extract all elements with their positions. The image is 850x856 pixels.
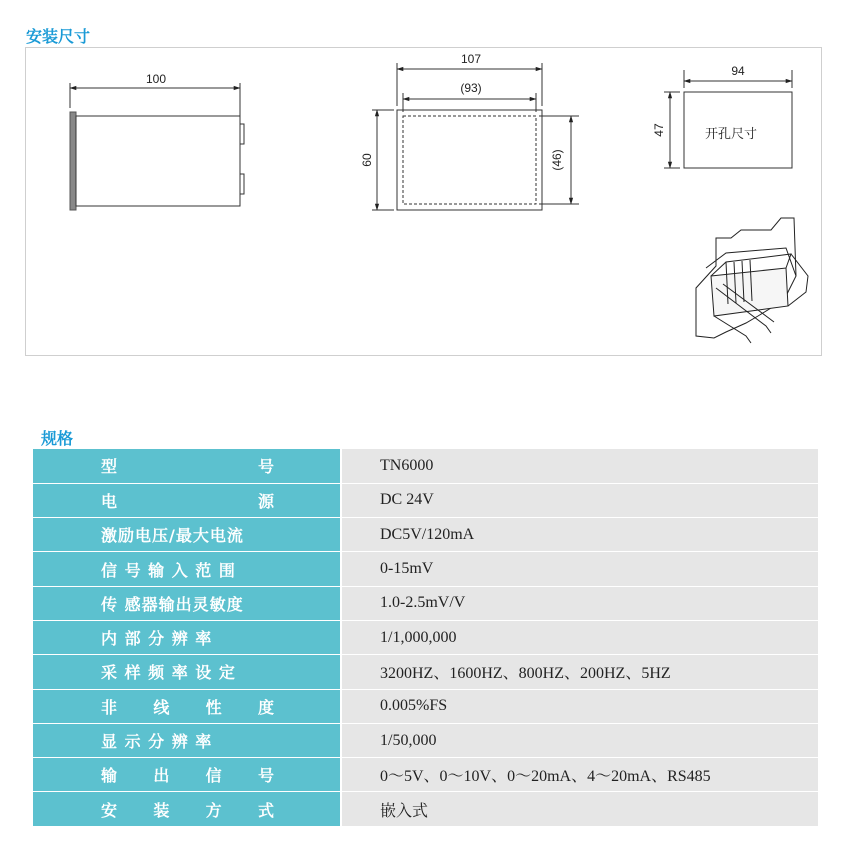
spec-value: 3200HZ、1600HZ、800HZ、200HZ、5HZ xyxy=(341,655,818,689)
side-view-drawing xyxy=(70,83,244,210)
spec-label-char: 非 xyxy=(101,697,118,717)
spec-label-cell xyxy=(33,689,341,723)
front-inner-height-label: (46) xyxy=(550,149,564,171)
spec-label-char: 性 xyxy=(205,697,222,717)
spec-label-cell xyxy=(33,792,341,826)
spec-value: 0-15mV xyxy=(341,552,818,586)
spec-label-char: 度 xyxy=(257,697,274,717)
table-row xyxy=(33,758,818,792)
install-drawing-panel xyxy=(25,47,822,356)
table-row xyxy=(33,792,818,826)
table-row xyxy=(33,723,818,757)
spec-label-char: 输 xyxy=(101,766,118,786)
spec-value: 1/1,000,000 xyxy=(341,620,818,654)
spec-label-cell xyxy=(33,655,341,689)
spec-label: 显 示 分 辨 率 xyxy=(101,732,213,752)
table-row xyxy=(33,483,818,517)
spec-value: 1/50,000 xyxy=(341,723,818,757)
table-row xyxy=(33,518,818,552)
spec-label: 激励电压/最大电流 xyxy=(101,526,244,546)
spec-label-char: 型 xyxy=(101,457,118,477)
spec-label xyxy=(101,695,274,718)
table-row xyxy=(33,586,818,620)
spec-label-cell xyxy=(33,449,341,483)
spec-label-char: 电 xyxy=(101,491,118,511)
cutout-drawing xyxy=(664,70,792,168)
spec-label-cell xyxy=(33,620,341,654)
spec-label-cell xyxy=(33,586,341,620)
spec-value: 0～5V、0～10V、0～20mA、4～20mA、RS485 xyxy=(341,758,818,792)
panel-mount-sketch xyxy=(696,218,808,343)
spec-label-cell xyxy=(33,723,341,757)
spec-value: TN6000 xyxy=(341,449,818,483)
table-row xyxy=(33,620,818,654)
spec-label xyxy=(101,489,274,512)
spec-label: 传 感器输出灵敏度 xyxy=(101,594,244,614)
spec-label-char: 式 xyxy=(257,800,274,820)
side-width-label: 100 xyxy=(145,72,167,86)
spec-label-char: 安 xyxy=(101,800,118,820)
spec-table xyxy=(33,449,818,827)
spec-label-char: 号 xyxy=(257,457,274,477)
spec-label-char: 线 xyxy=(153,697,170,717)
spec-label-cell xyxy=(33,552,341,586)
spec-label-char: 号 xyxy=(257,766,274,786)
spec-label: 采 样 频 率 设 定 xyxy=(101,663,236,683)
spec-value: 0.005%FS xyxy=(341,689,818,723)
spec-label xyxy=(101,763,274,786)
front-width-label: 107 xyxy=(460,52,482,66)
front-inner-width-label: (93) xyxy=(460,81,482,95)
cutout-height-label: 47 xyxy=(652,123,666,137)
spec-label-char: 源 xyxy=(257,491,274,511)
table-row xyxy=(33,655,818,689)
spec-label xyxy=(101,454,274,477)
spec-label-char: 方 xyxy=(205,800,222,820)
spec-label-cell xyxy=(33,518,341,552)
table-row xyxy=(33,449,818,483)
spec-label-char: 出 xyxy=(153,766,170,786)
cutout-label: 开孔尺寸 xyxy=(704,127,758,142)
spec-value: 嵌入式 xyxy=(341,792,818,826)
spec-label: 内 部 分 辨 率 xyxy=(101,629,213,649)
spec-value: DC5V/120mA xyxy=(341,518,818,552)
spec-label-char: 信 xyxy=(205,766,222,786)
spec-label-cell xyxy=(33,758,341,792)
front-height-label: 60 xyxy=(360,153,374,167)
spec-value: DC 24V xyxy=(341,483,818,517)
install-section-title: 安装尺寸 xyxy=(26,27,91,46)
spec-value: 1.0-2.5mV/V xyxy=(341,586,818,620)
table-row xyxy=(33,552,818,586)
spec-label xyxy=(101,798,274,821)
cutout-width-label: 94 xyxy=(731,64,745,78)
spec-label-char: 装 xyxy=(153,800,170,820)
spec-label: 信 号 输 入 范 围 xyxy=(101,560,236,580)
table-row xyxy=(33,689,818,723)
spec-section-title: 规格 xyxy=(41,429,74,448)
spec-label-cell xyxy=(33,483,341,517)
